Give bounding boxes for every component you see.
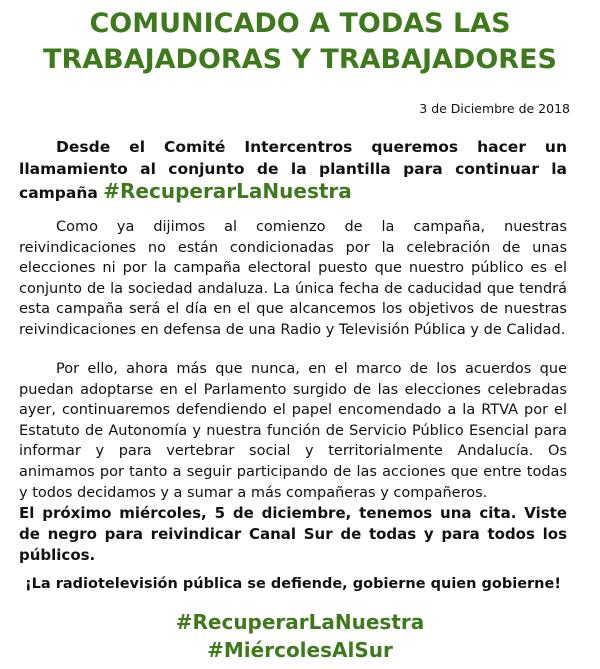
title-line-2: TRABAJADORAS Y TRABAJADORES <box>43 44 557 75</box>
publication-date: 3 de Diciembre de 2018 <box>419 101 570 116</box>
paragraph-campaign: Como ya dijimos al comienzo de la campaña, nuestras reivindicaciones no están condicionadas por la celebración de unas elecciones ni por la campaña electoral puesto que nuestro público es el conjunto de la sociedad andaluza. La única fecha de caducidad que tendrá esta campaña será el día en el que alcancemos los objetivos de nuestras reivindicaciones en defensa de una Radio y Televisión Pública y de Calidad. <box>19 219 567 338</box>
intro-hashtag: #RecuperarLaNuestra <box>103 179 352 203</box>
title-line-1: COMUNICADO A TODAS LAS <box>89 8 511 39</box>
paragraph-wednesday-call: El próximo miércoles, 5 de diciembre, tenemos una cita. Viste de negro para reivindicar Canal Sur de todas y para todos los públicos. <box>19 504 567 564</box>
paragraph-parliament: Por ello, ahora más que nunca, en el marco de los acuerdos que puedan adoptarse en el Parlamento surgido de las elecciones celebradas ayer, continuaremos defendiendo el papel encomendado a la RTVA por el Estatuto de Autonomía y nuestra función de Servicio Público Esencial para informar y para vertebrar social y territorialmente Andalucía. Os animamos por tanto a seguir participando de las acciones que entre todas y todos decidamos y a sumar a más compañeras y compañeros. <box>19 361 567 501</box>
slogan: ¡La radiotelevisión pública se defiende, gobierne quien gobierne! <box>25 576 561 592</box>
page-title <box>10 6 590 78</box>
hashtag-recuperar: #RecuperarLaNuestra <box>175 610 425 634</box>
intro-text: Desde el Comité Intercentros queremos hacer un llamamiento al conjunto de la plantilla para continuar la campaña <box>19 138 567 202</box>
intro-paragraph <box>19 136 567 204</box>
hashtag-miercoles: #MiércolesAlSur <box>207 638 393 662</box>
